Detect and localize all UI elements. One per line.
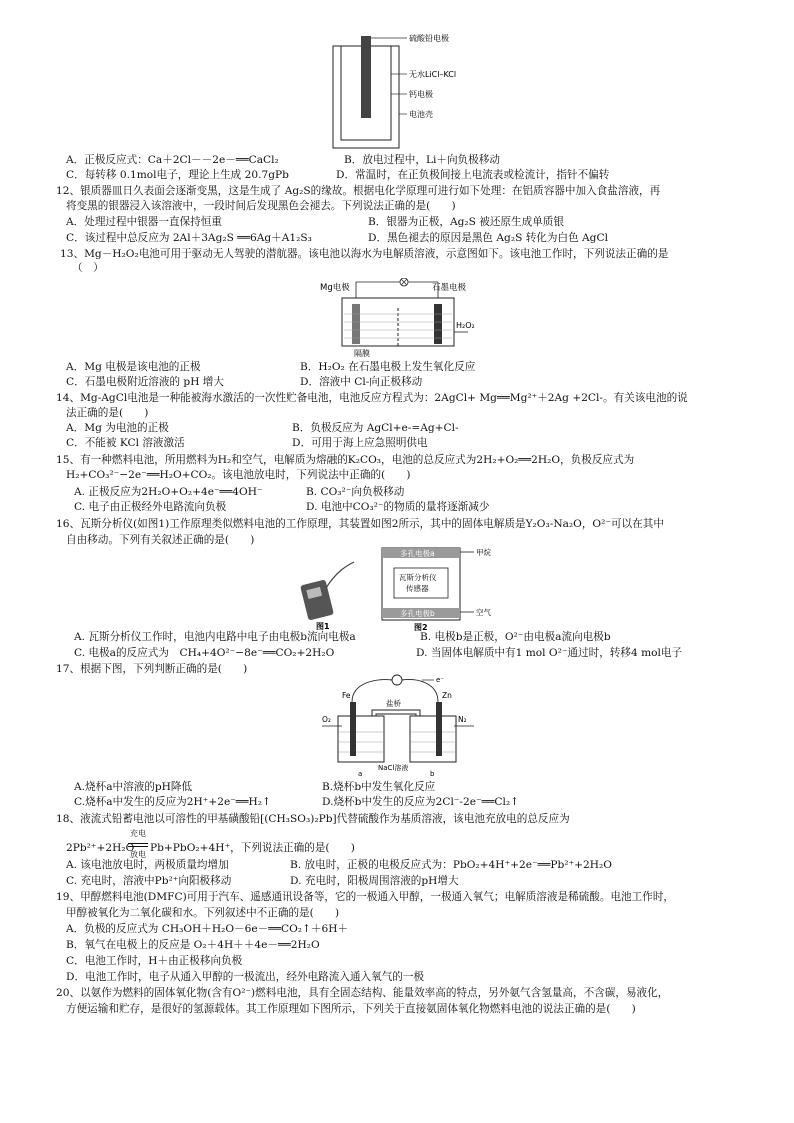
probe-cable xyxy=(326,562,354,588)
label-membrane: 隔膜 xyxy=(354,349,370,358)
q12-option-a: A．处理过程中银器一直保持恒重 xyxy=(66,216,222,228)
q12-option-d: D．黑色褪去的原因是黑色 Ag₂S 转化为白色 AgCl xyxy=(368,232,608,244)
label-electrode-a: 多孔电极a xyxy=(400,549,435,558)
beaker-a xyxy=(338,716,384,762)
label-sensor-line1: 瓦斯分析仪 xyxy=(399,573,437,582)
label-n2: N₂ xyxy=(458,715,467,724)
q16-option-b: B. 电极b是正极，O²⁻由电极a流向电极b xyxy=(420,631,611,643)
galvanic-cell-diagram xyxy=(318,672,478,778)
q12-option-b: B．银器为正极，Ag₂S 被还原生成单质银 xyxy=(368,216,564,228)
q18-option-a: A. 该电池放电时，两极质量均增加 xyxy=(66,859,229,871)
q14-stem-line1: 14、Mg-AgCl电池是一种能被海水激活的一次性贮备电池，电池反应方程式为：2AgCl+ Mg══Mg²⁺＋2Ag +2Cl-。有关该电池的说 xyxy=(56,392,688,404)
q12-stem-line2: 将变黑的银器浸入该溶液中，一段时间后发现黑色会褪去。下列说法正确的是( ) xyxy=(66,200,456,212)
label-lead-sulfate: 硫酸铅电极 xyxy=(409,34,449,43)
q15-option-d: D. 电池中CO₃²⁻的物质的量将逐渐减少 xyxy=(306,501,490,513)
label-shell: 电池壳 xyxy=(409,110,433,119)
label-nacl-solution: NaCl溶液 xyxy=(378,764,409,772)
q15-option-b: B. CO₃²⁻向负极移动 xyxy=(306,486,405,498)
q15-option-c: C. 电子由正极经外电路流向负极 xyxy=(74,501,227,513)
q13-option-c: C．石墨电极附近溶液的 pH 增大 xyxy=(66,376,224,388)
galvanometer-icon xyxy=(392,675,402,685)
q14-option-b: B．负极反应为 AgCl+e-=Ag+Cl- xyxy=(292,422,459,434)
q16-stem-line1: 16、瓦斯分析仪(如图1)工作原理类似燃料电池的工作原理，其装置如图2所示，其中的固体电解质是Y₂O₃-Na₂O，O²⁻可以在其中 xyxy=(56,518,664,530)
thermal-battery-diagram xyxy=(325,26,485,154)
zn-electrode xyxy=(436,702,442,756)
gas-analyzer-figure-1 xyxy=(296,552,366,632)
q14-option-d: D．可用于海上应急照明供电 xyxy=(292,437,428,449)
label-graphite-electrode: 石墨电极 xyxy=(432,283,467,293)
gas-analyzer-figure-2 xyxy=(380,546,530,632)
label-fe: Fe xyxy=(342,691,351,700)
q19-option-d: D．电池工作时，电子从通入甲醇的一极流出，经外电路流入通入氧气的一极 xyxy=(66,971,425,983)
label-electrode-b: 多孔电极b xyxy=(400,609,435,618)
label-beaker-a: a xyxy=(358,770,363,778)
q11-option-d: D．常温时，在正负极间接上电流表或检流计，指针不偏转 xyxy=(336,169,610,181)
gas-analyzer-device xyxy=(300,579,334,620)
q18-equation-discharge: 放电 xyxy=(130,850,146,859)
q16-option-d: D. 当固体电解质中有1 mol O²⁻通过时，转移4 mol电子 xyxy=(416,647,683,659)
q19-option-b: B．氧气在电极上的反应是 O₂＋4H＋＋4e－══2H₂O xyxy=(66,939,320,951)
q18-option-d: D. 充电时，阳极周围溶液的pH增大 xyxy=(290,875,459,887)
q14-stem-line2: 法正确的是( ) xyxy=(66,407,149,419)
label-beaker-b: b xyxy=(430,770,435,778)
q17-option-b: B.烧杯b中发生氧化反应 xyxy=(322,781,436,793)
label-salt-bridge: 盐桥 xyxy=(386,699,401,708)
q14-option-a: A．Mg 为电池的正极 xyxy=(66,422,169,434)
q13-option-d: D．溶液中 Cl-向正极移动 xyxy=(300,376,423,388)
fe-electrode xyxy=(350,702,356,756)
q16-option-c: C. 电极a的反应式为 CH₄+4O²⁻−8e⁻══CO₂+2H₂O xyxy=(74,647,335,659)
label-air: 空气 xyxy=(476,608,491,617)
q17-option-a: A.烧杯a中溶液的pH降低 xyxy=(74,781,193,793)
q19-stem-line2: 甲醇被氧化为二氧化碳和水。下列叙述中不正确的是( ) xyxy=(66,907,340,919)
q15-stem-line1: 15、有一种燃料电池，所用燃料为H₂和空气，电解质为熔融的K₂CO₃，电池的总反应式为2H₂+O₂══2H₂O，负极反应式为 xyxy=(56,454,635,466)
q17-option-d: D.烧杯b中发生的反应为2Cl⁻-2e⁻══Cl₂↑ xyxy=(322,796,519,808)
q19-option-a: A．负极的反应式为 CH₃OH＋H₂O－6e－══CO₂↑＋6H＋ xyxy=(66,923,349,935)
label-sensor-line2: 传感器 xyxy=(406,584,429,593)
q18-equation-charge: 充电 xyxy=(130,829,146,838)
q13-stem-line1: 13、Mg－H₂O₂电池可用于驱动无人驾驶的潜航器。该电池以海水为电解质溶液，示意图如下。该电池工作时，下列说法正确的是 xyxy=(60,248,669,260)
q20-stem-line2: 方便运输和贮存，是很好的氢源载体。其工作原理如下图所示，下列关于直接氨固体氧化物燃料电池的说法正确的是( ) xyxy=(66,1003,636,1015)
q13-stem-line2: （ ） xyxy=(72,262,104,274)
q18-equation-arrow xyxy=(128,843,148,844)
q19-option-c: C．电池工作时，H＋由正极移向负极 xyxy=(66,955,243,967)
q18-equation-arrow-2 xyxy=(128,846,148,847)
q11-option-b: B．放电过程中，Li＋向负极移动 xyxy=(344,154,500,166)
q16-stem-line2: 自由移动。下列有关叙述正确的是( ) xyxy=(66,534,255,546)
fig2-caption: 图2 xyxy=(414,623,428,632)
q14-option-c: C．不能被 KCl 溶液激活 xyxy=(66,437,185,449)
q13-option-a: A．Mg 电极是该电池的正极 xyxy=(66,361,201,373)
q18-equation-left: 2Pb²⁺+2H₂O xyxy=(66,842,135,854)
q18-stem: 18、液流式铅蓄电池以可溶性的甲基磺酸铅[(CH₃SO₃)₂Pb]代替硫酸作为基质溶液，该电池充放电的总反应为 xyxy=(56,813,570,825)
mg-h2o2-cell-diagram xyxy=(318,278,488,358)
q12-option-c: C．该过程中总反应为 2Al＋3Ag₂S ══6Ag＋A1₂S₃ xyxy=(66,232,312,244)
q18-equation-right: Pb+PbO₂+4H⁺，下列说法正确的是( ) xyxy=(150,842,355,854)
q15-option-a: A. 正极反应为2H₂O+O₂+4e⁻══4OH⁻ xyxy=(74,486,263,498)
q18-option-c: C. 充电时，溶液中Pb²⁺向阳极移动 xyxy=(66,875,232,887)
q11-option-a: A．正极反应式：Ca＋2Cl－－2e－══CaCl₂ xyxy=(66,154,279,166)
q17-stem: 17、根据下图，下列判断正确的是( ) xyxy=(56,663,248,675)
q20-stem-line1: 20、以氨作为燃料的固体氧化物(含有O²⁻)燃料电池，具有全固态结构、能量效率高的特点，另外氨气含氢量高，不含碳，易液化， xyxy=(56,987,669,999)
q13-option-b: B．H₂O₂ 在石墨电极上发生氧化反应 xyxy=(300,361,476,373)
q12-stem-line1: 12、银质器皿日久表面会逐渐变黑，这是生成了 Ag₂S的缘故。根据电化学原理可进行如下处理：在铝质容器中加入食盐溶液，再 xyxy=(56,185,661,197)
label-electrolyte: 无水LiCl–KCl xyxy=(409,70,457,79)
beaker-b xyxy=(410,716,456,762)
q19-stem-line1: 19、甲醇燃料电池(DMFC)可用于汽车、遥感通讯设备等，它的一极通入甲醇，一极通入氧气；电解质溶液是稀硫酸。电池工作时， xyxy=(56,891,675,903)
fig1-caption: 图1 xyxy=(316,622,330,631)
label-calcium: 钙电极 xyxy=(409,90,433,99)
label-h2o2: H₂O₂ xyxy=(456,321,475,330)
label-electron: e⁻ xyxy=(436,676,445,684)
q17-option-c: C.烧杯a中发生的反应为2H⁺+2e⁻══H₂↑ xyxy=(74,796,271,808)
lead-sulfate-electrode xyxy=(361,36,371,118)
q18-option-b: B. 放电时，正极的电极反应式为：PbO₂+4H⁺+2e⁻══Pb²⁺+2H₂O xyxy=(290,859,612,871)
q15-stem-line2: H₂+CO₃²⁻−2e⁻══H₂O+CO₂。该电池放电时，下列说法中正确的( ) xyxy=(66,469,411,481)
label-methane: 甲烷 xyxy=(476,548,491,557)
q11-option-c: C．每转移 0.1mol电子，理论上生成 20.7gPb xyxy=(66,169,289,181)
label-mg-electrode: Mg电极 xyxy=(320,283,350,293)
q16-option-a: A. 瓦斯分析仪工作时，电池内电路中电子由电极b流向电极a xyxy=(74,631,356,643)
label-zn: Zn xyxy=(442,691,452,700)
label-o2: O₂ xyxy=(322,715,331,724)
